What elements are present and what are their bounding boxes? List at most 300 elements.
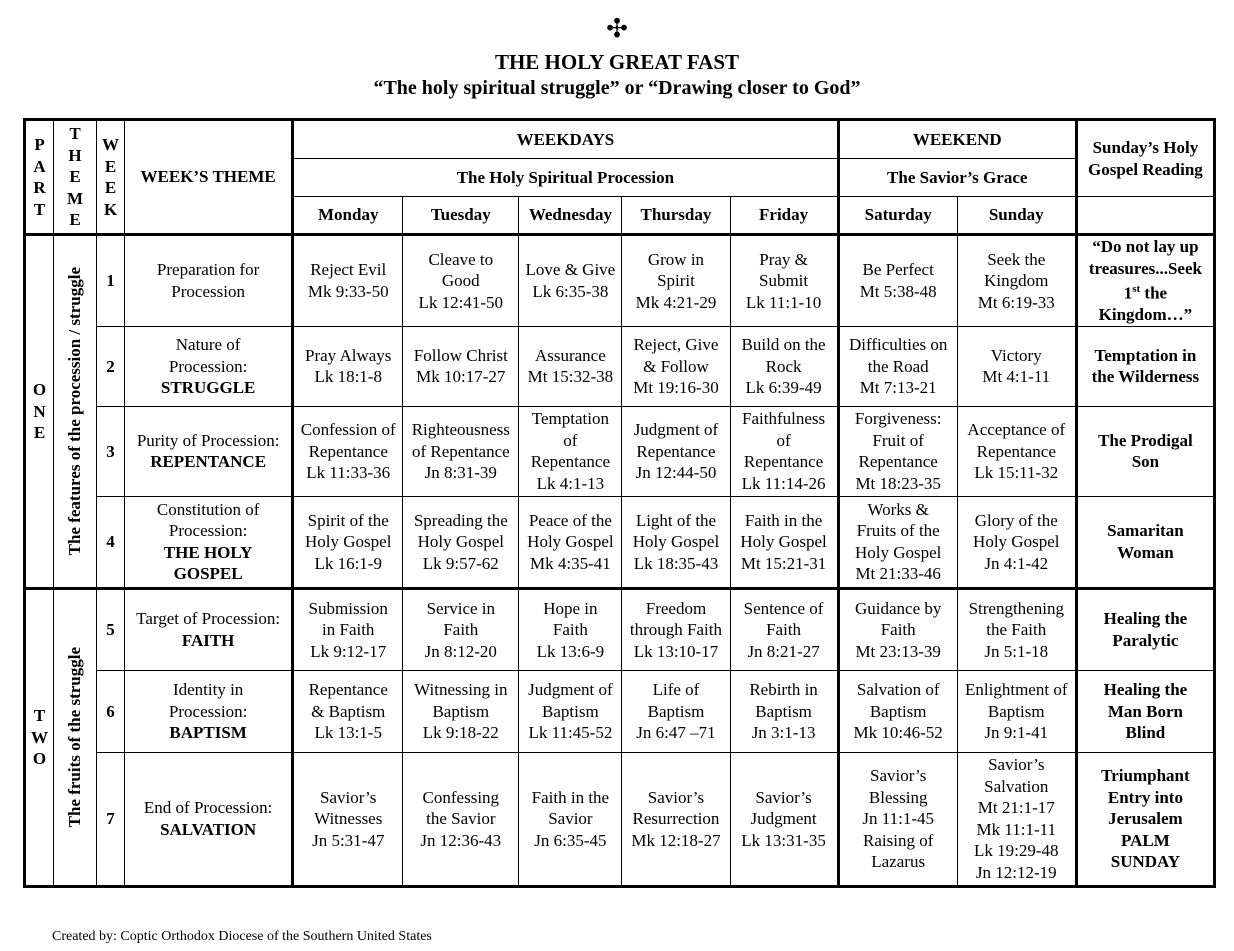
week-letter: W [102,135,120,155]
gospel-line: treasures...Seek [1088,258,1202,278]
week-row [25,406,1215,496]
day-reading-saturday [838,235,957,327]
sunday-gospel [1076,752,1214,886]
cell-line: Enlightment of [965,680,1068,700]
cell-line: Faithfulness [742,409,826,429]
part-one-label [25,235,54,589]
cell-line: Acceptance of [967,420,1066,440]
day-reading-saturday [838,326,957,406]
cell-line: Judgment [750,809,817,829]
gospel-line: Man Born [1107,701,1183,721]
cell-line: Baptism [987,701,1045,721]
cell-line: Savior’s [320,787,377,807]
cell-line: Lk 6:35-38 [532,281,609,301]
cell-line: Mt 7:13-21 [859,378,937,397]
day-reading-monday [293,670,403,752]
day-reading-wednesday [519,496,622,588]
day-reading-thursday [622,496,730,588]
theme-keyword: THE HOLY [163,542,253,562]
cell-line: Rebirth in [749,680,818,700]
cell-line: Mt 15:32-38 [527,367,614,387]
day-reading-tuesday [403,588,519,670]
cell-line: the Savior [426,809,496,829]
cell-line: Jn 8:12-20 [424,641,497,661]
gospel-line: Paralytic [1112,630,1179,650]
cell-line: through Faith [629,620,722,640]
cell-line: Mt 15:21-31 [740,553,827,573]
cell-line: Baptism [647,701,705,721]
cell-line: Mk 4:35-41 [530,553,611,573]
day-reading-tuesday [403,752,519,886]
page-subtitle: “The holy spiritual struggle” or “Drawing closer to God” [373,77,861,99]
cell-line: Blessing [868,787,928,807]
part-letter: W [31,727,48,747]
cell-line: Lk 16:1-9 [314,553,382,573]
cell-line: Be Perfect [862,260,934,280]
day-reading-wednesday [519,588,622,670]
cell-line: Mt 19:16-30 [633,378,719,397]
gospel-line: “Do not lay up [1092,237,1199,257]
part-letter: E [33,423,46,443]
cell-line: Mt 6:19-33 [977,292,1055,312]
cell-line: Seek the [987,249,1046,269]
cell-line: the Road [867,356,929,376]
gospel-line: Healing the [1103,680,1188,700]
cell-line: Strengthening [968,598,1064,618]
cell-line: Fruits of the [856,521,940,541]
cell-line: Faith [552,620,588,640]
cell-line: Repentance [308,680,388,700]
cell-line: Holy Gospel [740,532,827,552]
procession-header: The Holy Spiritual Procession [293,159,838,197]
cell-line: Lk 9:12-17 [310,641,387,661]
cell-line: Savior’s [755,787,812,807]
day-header-friday: Friday [730,197,838,235]
cell-line: Holy Gospel [417,532,505,552]
cell-line: Lk 4:1-13 [536,473,605,493]
cell-line: Procession: [168,701,248,721]
gospel-line: Blind [1125,723,1166,743]
cell-line: Jn 9:1-41 [984,723,1049,743]
cell-line: Lk 15:11-32 [974,463,1059,483]
day-reading-thursday [622,326,730,406]
cell-line: Witnessing in [414,680,508,700]
cell-line: Lazarus [871,852,926,872]
cell-line: Submission [308,598,388,618]
part-header [25,120,54,235]
cell-line: Jn 6:35-45 [534,830,607,850]
week-theme [125,235,293,327]
gospel-line: Jerusalem [1108,809,1183,829]
day-reading-tuesday [403,496,519,588]
gospel-line: PALM [1121,830,1170,850]
cell-line: Holy Gospel [527,532,614,552]
cell-line: Mt 21:1-17 [977,798,1055,818]
cell-line: Mk 12:18-27 [631,830,721,850]
day-reading-thursday [622,406,730,496]
day-reading-wednesday [519,235,622,327]
cell-line: Faith in the [744,510,823,530]
weekend-header: WEEKEND [838,120,1076,159]
cell-line: Lk 6:39-49 [745,378,822,397]
cell-line: Procession [171,281,245,301]
cell-line: Rock [765,356,802,376]
cell-line: Nature of [175,335,241,354]
cell-line: Savior’s [988,755,1045,775]
day-reading-sunday [957,496,1076,588]
cell-line: Lk 13:10-17 [633,641,719,661]
day-reading-saturday [838,496,957,588]
day-reading-tuesday [403,670,519,752]
day-reading-thursday [622,235,730,327]
cell-line: Savior’s [870,766,927,786]
day-reading-sunday [957,406,1076,496]
cell-line: Jn 5:1-18 [984,641,1049,661]
gospel-line: SUNDAY [1110,852,1181,872]
day-reading-friday [730,752,838,886]
header-row-1 [25,120,1215,159]
part-theme-text: The features of the procession / struggle [65,267,85,556]
cell-line: Mt 18:23-35 [855,473,941,493]
cell-line: Repentance [308,441,388,461]
day-header-sunday: Sunday [957,197,1076,235]
cell-line: of [776,430,791,450]
cell-line: Victory [990,345,1042,365]
theme-letter: E [69,210,81,230]
week-theme [125,406,293,496]
cell-line: Spreading the [413,510,508,530]
week-header [97,120,125,235]
day-reading-monday [293,588,403,670]
cell-line: Lk 19:29-48 [974,841,1059,861]
part-letter: R [33,178,46,198]
gospel-line: The Prodigal [1098,430,1193,450]
cell-line: Build on the [741,335,826,354]
cell-line: Pray Always [305,345,392,365]
cell-line: Sentence of [743,598,824,618]
day-header-saturday: Saturday [838,197,957,235]
cell-line: Holy Gospel [632,532,720,552]
cell-line: of Repentance [411,441,510,461]
cell-line: Repentance [743,452,824,472]
cell-line: Lk 11:45-52 [528,723,613,743]
gospel-line: Entry into [1107,787,1183,807]
cell-line: Reject Evil [310,260,387,280]
grace-header: The Savior’s Grace [838,159,1076,197]
cell-line: Lk 13:1-5 [314,723,382,743]
day-reading-wednesday [519,670,622,752]
cell-line: Salvation [984,776,1049,796]
week-row [25,326,1215,406]
cell-line: Mt 21:33-46 [855,564,941,584]
cell-line: Freedom [645,598,707,618]
part-two-label [25,588,54,886]
week-row [25,235,1215,327]
cell-line: Jn 8:31-39 [424,463,497,483]
day-reading-sunday [957,670,1076,752]
day-reading-thursday [622,670,730,752]
cell-line: in Faith [322,620,375,640]
cell-line: Jn 11:1-45 [862,809,934,829]
cell-line: Jn 12:36-43 [420,830,502,850]
cross-ornament: ✣ [606,14,628,44]
cell-line: Faith in the [531,787,610,807]
theme-header [54,120,97,235]
gospel-line: 1st the [1123,283,1168,303]
cell-line: Lk 13:6-9 [536,641,605,661]
week-number: 1 [97,235,125,327]
cell-line: Jn 6:47 –71 [636,723,716,743]
cell-line: Love & Give [525,260,616,280]
cell-line: Jn 12:12-19 [975,862,1057,882]
cell-line: Mk 10:17-27 [416,367,506,387]
day-reading-sunday [957,326,1076,406]
cell-line: Lk 13:31-35 [741,830,826,850]
cell-line: Savior [548,809,593,829]
week-number: 6 [97,670,125,752]
day-header-wednesday: Wednesday [519,197,622,235]
day-reading-friday [730,235,838,327]
theme-letter: T [69,124,81,144]
sunday-gospel [1076,588,1214,670]
cell-line: Mk 9:33-50 [307,281,389,301]
cell-line: Lk 18:35-43 [633,553,719,573]
cell-line: Constitution of [156,499,260,519]
gospel-line: Samaritan [1107,521,1184,541]
cell-line: Lk 11:14-26 [741,473,826,493]
cell-line: Jn 4:1-42 [984,553,1049,573]
day-reading-friday [730,496,838,588]
cell-line: Holy Gospel [854,542,942,562]
part-letter: T [33,706,46,726]
cell-line: Submit [759,271,809,291]
day-reading-friday [730,326,838,406]
part-letter: T [33,199,46,219]
cell-line: Spirit [657,271,695,291]
part-letter: O [32,749,47,769]
day-reading-wednesday [519,406,622,496]
part-theme-cell [54,588,97,886]
cell-line: Mt 4:1-11 [982,367,1051,387]
cell-line: Savior’s [647,787,705,807]
part-theme-cell [54,235,97,589]
theme-keyword: REPENTANCE [150,452,267,472]
week-letter: K [103,199,118,219]
week-theme [125,752,293,886]
cell-line: Identity in [172,680,244,700]
cell-line: Works & [867,499,929,519]
week-number: 3 [97,406,125,496]
cell-line: Jn 8:21-27 [747,641,820,661]
footer-credit: Created by: Coptic Orthodox Diocese of the Southern United States [52,929,432,944]
week-letter: E [104,178,117,198]
cell-line: Baptism [432,701,490,721]
sunday-gospel [1076,670,1214,752]
gospel-line: Healing the [1103,609,1188,629]
cell-line: Reject, Give [633,335,719,354]
cell-line: Witnesses [314,809,383,829]
cell-line: Service in [426,598,496,618]
theme-keyword: STRUGGLE [160,378,256,397]
cell-line: Salvation of [856,680,940,700]
week-theme [125,588,293,670]
cell-line: Faith [766,620,802,640]
cell-line: Repentance [636,441,716,461]
day-reading-saturday [838,588,957,670]
day-reading-tuesday [403,235,519,327]
day-reading-sunday [957,752,1076,886]
cell-line: Raising of [863,830,934,850]
cell-line: Repentance [976,441,1056,461]
cell-line: Procession: [168,356,248,376]
cell-line: Holy Gospel [973,532,1060,552]
cell-line: Baptism [542,701,599,721]
weekdays-header: WEEKDAYS [293,120,838,159]
part-letter: A [33,156,46,176]
cell-line: Grow in [647,249,705,269]
cell-line: Repentance [858,452,938,472]
gospel-line: the Wilderness [1091,367,1200,387]
cell-line: Mk 11:1-11 [976,819,1057,839]
part-theme-text: The fruits of the struggle [65,647,85,828]
cell-line: Kingdom [984,271,1049,291]
cell-line: Faith [880,620,916,640]
cell-line: Baptism [869,701,927,721]
day-reading-monday [293,235,403,327]
cell-line: the Faith [986,620,1047,640]
day-reading-friday [730,670,838,752]
cell-line: Baptism [755,701,812,721]
cell-line: Difficulties on [848,335,948,354]
cell-line: Holy Gospel [305,532,392,552]
part-letter: O [32,380,47,400]
cell-line: Life of [652,680,700,700]
day-reading-sunday [957,588,1076,670]
cell-line: Judgment of [633,420,719,440]
week-row [25,670,1215,752]
day-header-tuesday: Tuesday [403,197,519,235]
cell-line: Confessing [422,787,500,807]
cell-line: Lk 12:41-50 [418,292,504,312]
day-reading-tuesday [403,326,519,406]
week-theme [125,670,293,752]
cell-line: Faith [443,620,479,640]
gospel-line: Temptation in [1094,345,1197,365]
sunday-gospel [1076,326,1214,406]
day-reading-monday [293,326,403,406]
cell-line: Target of Procession: [136,609,281,629]
cell-line: Guidance by [854,598,942,618]
gospel-line: Woman [1117,542,1174,562]
gospel-line: Son [1131,452,1160,472]
week-row [25,496,1215,588]
week-number: 2 [97,326,125,406]
weeks-theme-header: WEEK’S THEME [125,120,293,235]
day-reading-saturday [838,752,957,886]
cell-line: Righteousness [411,420,510,440]
day-reading-friday [730,588,838,670]
gospel-line: Triumphant [1101,766,1190,786]
gospel-header: Sunday’s Holy Gospel Reading [1076,120,1214,197]
week-theme [125,496,293,588]
week-row [25,588,1215,670]
day-reading-wednesday [519,752,622,886]
cell-line: Preparation for [156,260,260,280]
cell-line: Jn 12:44-50 [635,463,717,483]
cell-line: Spirit of the [307,510,389,530]
week-row [25,752,1215,886]
cell-line: Forgiveness: [854,409,942,429]
cell-line: of [563,430,578,450]
day-reading-thursday [622,752,730,886]
day-reading-thursday [622,588,730,670]
cell-line: Lk 18:1-8 [314,367,382,387]
theme-letter: M [67,188,84,208]
part-letter: N [33,401,46,421]
cell-line: Repentance [530,452,611,472]
week-number: 5 [97,588,125,670]
week-number: 7 [97,752,125,886]
cell-line: Mk 4:21-29 [635,292,717,312]
day-header-thursday: Thursday [622,197,730,235]
cell-line: Mk 10:46-52 [853,723,943,743]
gospel-header-blank [1076,197,1214,235]
fast-schedule-table [23,118,1216,888]
theme-keyword: GOSPEL [173,564,243,584]
cell-line: Glory of the [974,510,1058,530]
week-theme [125,326,293,406]
cell-line: Judgment of [528,680,613,700]
sunday-gospel [1076,496,1214,588]
cell-line: Lk 9:18-22 [422,723,499,743]
cell-line: Pray & [759,249,808,269]
theme-keyword: BAPTISM [169,723,247,743]
cell-line: Fruit of [872,430,924,450]
gospel-line: Kingdom…” [1098,305,1193,325]
cell-line: Hope in [543,598,598,618]
sunday-gospel [1076,406,1214,496]
part-letter: P [34,135,45,155]
day-reading-friday [730,406,838,496]
sunday-gospel [1076,235,1214,327]
cell-line: Lk 11:1-10 [745,292,822,312]
theme-keyword: SALVATION [160,819,257,839]
cell-line: End of Procession: [143,798,273,818]
cell-line: Good [441,271,480,291]
cell-line: Jn 5:31-47 [312,830,385,850]
day-reading-monday [293,496,403,588]
cell-line: & Follow [643,356,709,376]
day-reading-wednesday [519,326,622,406]
cell-line: Jn 3:1-13 [751,723,816,743]
cell-line: Lk 11:33-36 [306,463,391,483]
cell-line: Resurrection [632,809,720,829]
theme-keyword: FAITH [181,630,235,650]
day-reading-sunday [957,235,1076,327]
cell-line: Peace of the [528,510,612,530]
cell-line: Purity of Procession: [136,430,280,450]
cell-line: Cleave to [428,249,494,269]
cell-line: Temptation [531,409,609,429]
day-reading-saturday [838,406,957,496]
cell-line: Assurance [534,345,606,365]
day-reading-monday [293,752,403,886]
week-number: 4 [97,496,125,588]
theme-letter: E [69,167,81,187]
cell-line: Procession: [168,521,248,541]
day-reading-tuesday [403,406,519,496]
page-title: THE HOLY GREAT FAST [494,50,740,74]
